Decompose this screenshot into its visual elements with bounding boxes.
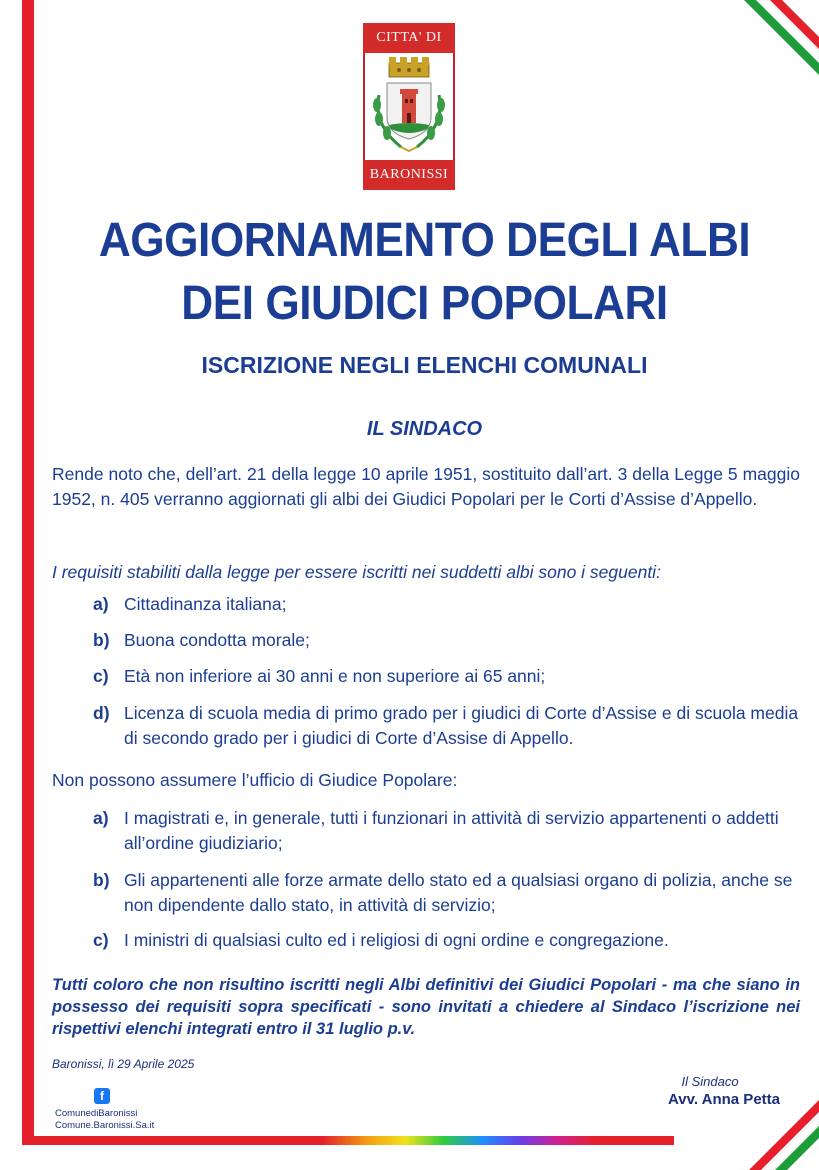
list-item-text: Età non inferiore ai 30 anni e non superiore ai 65 anni; bbox=[124, 666, 546, 686]
list-item bbox=[93, 928, 803, 953]
list-item-letter: c) bbox=[93, 666, 109, 686]
website-link[interactable]: Comune.Baronissi.Sa.it bbox=[55, 1120, 155, 1131]
list-item-letter: d) bbox=[93, 703, 110, 723]
list-item-text: Licenza di scuola media di primo grado per i giudici di Corte d’Assise e di scuola media di secondo grado per i giudici di Corte d’Assise di Appello. bbox=[124, 703, 799, 748]
list-item-letter: a) bbox=[93, 594, 109, 614]
left-red-border bbox=[22, 0, 34, 1145]
signature-label: Il Sindaco bbox=[681, 1074, 739, 1089]
list-item-text: Gli appartenenti alle forze armate dello stato ed a qualsiasi organo di polizia, anche se non dipendente dallo stato, in attività di servizio; bbox=[124, 870, 793, 915]
bottom-color-bar bbox=[34, 1136, 674, 1145]
list-item-text: I magistrati e, in generale, tutti i funzionari in attività di servizio appartenenti o addetti all’ordine giudiziario; bbox=[124, 808, 779, 853]
list-item-text: Cittadinanza italiana; bbox=[124, 594, 287, 614]
list-item bbox=[93, 664, 803, 689]
list-item bbox=[93, 868, 803, 918]
list-item-letter: b) bbox=[93, 630, 110, 650]
italian-flag-corner-top bbox=[724, 0, 819, 95]
city-crest bbox=[363, 23, 455, 190]
page-subtitle: ISCRIZIONE NEGLI ELENCHI COMUNALI bbox=[201, 352, 648, 378]
list-item bbox=[93, 628, 803, 653]
list-item-text: Buona condotta morale; bbox=[124, 630, 310, 650]
crest-emblem-icon bbox=[365, 55, 453, 158]
crest-top-label: CITTA' DI bbox=[363, 23, 455, 53]
sindaco-heading: IL SINDACO bbox=[366, 418, 483, 440]
exclusions-intro: Non possono assumere l’ufficio di Giudice Popolare: bbox=[52, 770, 458, 790]
intro-paragraph: Rende noto che, dell’art. 21 della legge 10 aprile 1951, sostituito dall’art. 3 della Legge 5 maggio 1952, n. 405 verranno aggiornati gli albi dei Giudici Popolari per le Corti d’Assise d’Appello. bbox=[52, 464, 800, 509]
crest-bottom-label: BARONISSI bbox=[363, 160, 455, 190]
page-title-line-2: DEI GIUDICI POPOLARI bbox=[181, 277, 668, 330]
list-item bbox=[93, 701, 803, 751]
social-handle[interactable]: ComunediBaronissi bbox=[55, 1108, 138, 1119]
social-info bbox=[55, 1108, 154, 1132]
list-item-letter: b) bbox=[93, 870, 110, 890]
list-item-text: I ministri di qualsiasi culto ed i religiosi di ogni ordine e congregazione. bbox=[124, 930, 669, 950]
closing-paragraph: Tutti coloro che non risultino iscritti negli Albi definitivi dei Giudici Popolari - ma che siano in possesso dei requisiti sopra specificati - sono invitati a chiedere al Sindaco l’iscrizione nei rispettivi elenchi integrati entro il 31 luglio p.v. bbox=[52, 976, 800, 1038]
page-title-line-1: AGGIORNAMENTO DEGLI ALBI bbox=[98, 214, 751, 267]
document-date: Baronissi, lì 29 Aprile 2025 bbox=[52, 1057, 195, 1071]
list-item bbox=[93, 806, 803, 856]
list-item bbox=[93, 592, 803, 617]
signature-name: Avv. Anna Petta bbox=[668, 1091, 780, 1108]
facebook-icon[interactable]: f bbox=[94, 1088, 110, 1104]
list-item-letter: c) bbox=[93, 930, 109, 950]
list-item-letter: a) bbox=[93, 808, 109, 828]
requirements-intro: I requisiti stabiliti dalla legge per essere iscritti nei suddetti albi sono i seguenti: bbox=[52, 562, 661, 582]
